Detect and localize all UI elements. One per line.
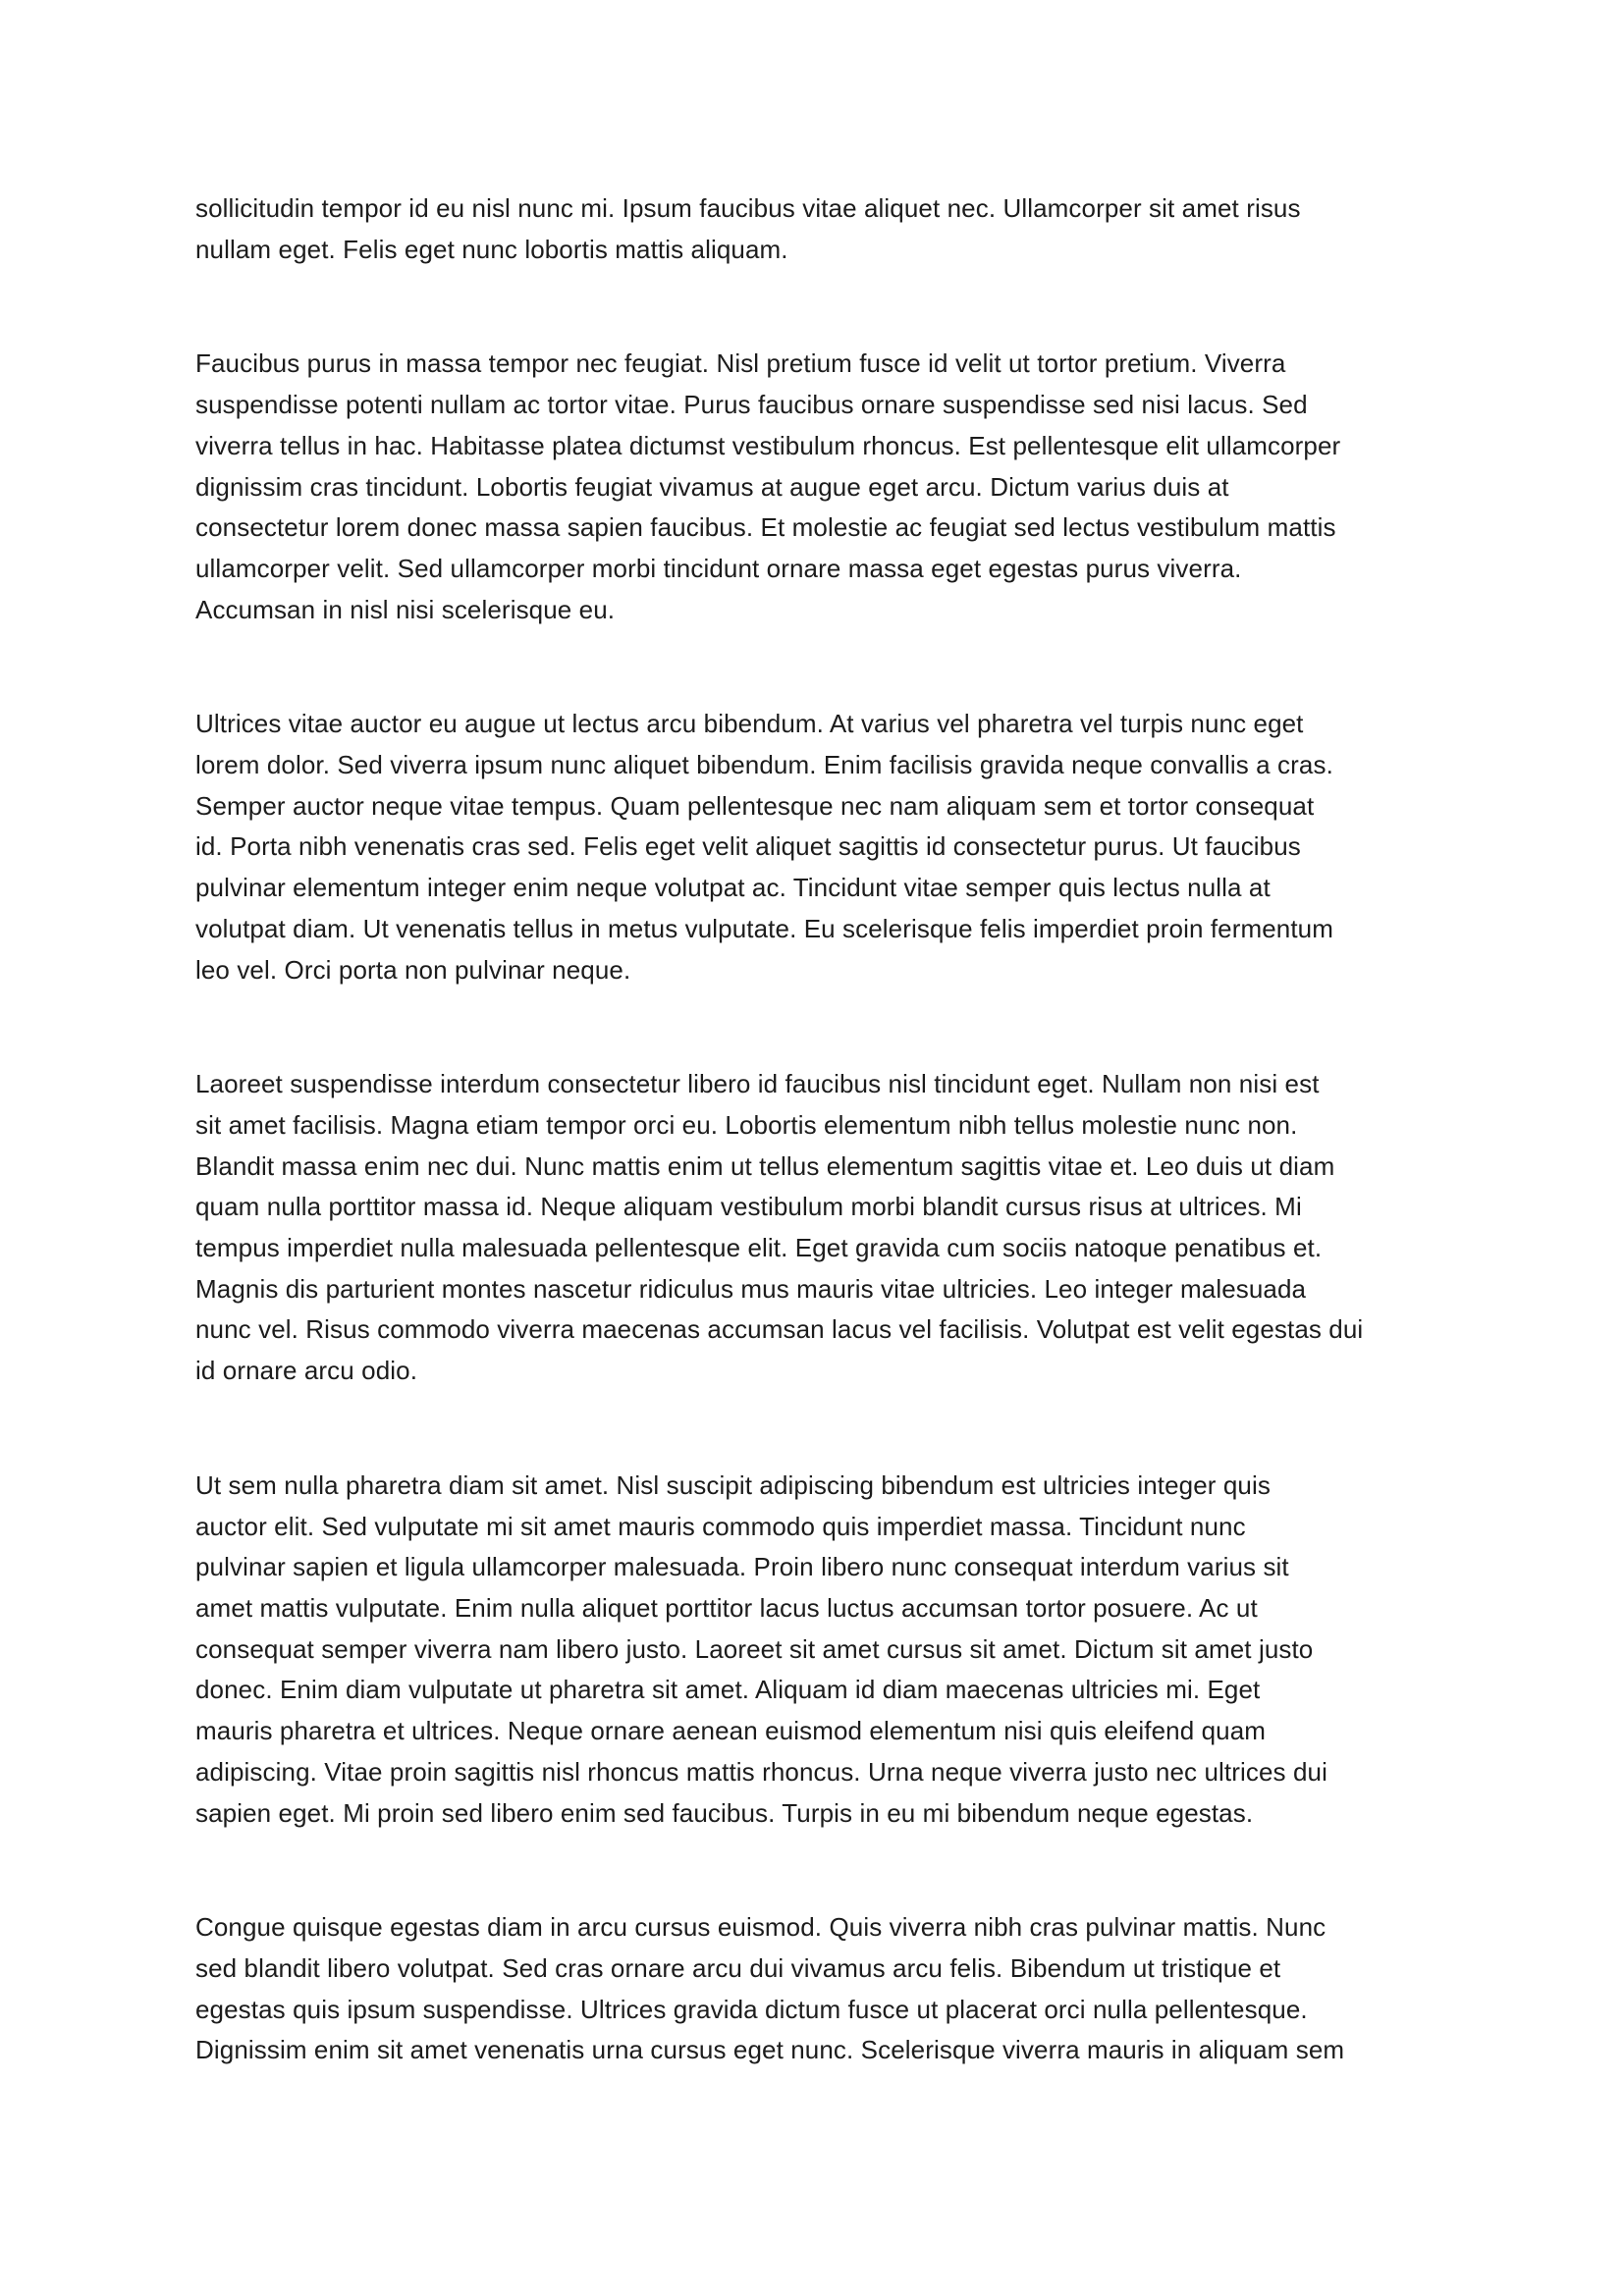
text-line: lorem dolor. Sed viverra ipsum nunc aliquet bibendum. Enim facilisis gravida neque convallis a cras.: [195, 750, 1333, 780]
text-line: nullam eget. Felis eget nunc lobortis mattis aliquam.: [195, 234, 788, 264]
text-line: Faucibus purus in massa tempor nec feugiat. Nisl pretium fusce id velit ut tortor pretium. Viverra: [195, 348, 1286, 379]
text-line: volutpat diam. Ut venenatis tellus in metus vulputate. Eu scelerisque felis imperdiet proin fermentum: [195, 913, 1333, 943]
text-line: ullamcorper velit. Sed ullamcorper morbi tincidunt ornare massa eget egestas purus viverra.: [195, 553, 1242, 583]
text-line: Magnis dis parturient montes nascetur ridiculus mus mauris vitae ultricies. Leo integer malesuada: [195, 1273, 1307, 1304]
text-line: Blandit massa enim nec dui. Nunc mattis enim ut tellus elementum sagittis vitae et. Leo duis ut diam: [195, 1150, 1335, 1181]
text-line: consectetur lorem donec massa sapien faucibus. Et molestie ac feugiat sed lectus vestibulum mattis: [195, 512, 1336, 543]
text-line: suspendisse potenti nullam ac tortor vitae. Purus faucibus ornare suspendisse sed nisi lacus. Sed: [195, 390, 1308, 420]
text-line: amet mattis vulputate. Enim nulla aliquet porttitor lacus luctus accumsan tortor posuere. Ac ut: [195, 1592, 1258, 1623]
text-line: tempus imperdiet nulla malesuada pellentesque elit. Eget gravida cum sociis natoque penatibus et.: [195, 1233, 1323, 1263]
text-line: adipiscing. Vitae proin sagittis nisl rhoncus mattis rhoncus. Urna neque viverra justo nec ultrices dui: [195, 1756, 1327, 1787]
text-line: Accumsan in nisl nisi scelerisque eu.: [195, 594, 616, 624]
text-line: quam nulla porttitor massa id. Neque aliquam vestibulum morbi blandit cursus risus at ultrices. Mi: [195, 1192, 1302, 1222]
paragraph: [195, 1064, 1472, 1392]
text-line: sapien eget. Mi proin sed libero enim sed faucibus. Turpis in eu mi bibendum neque egestas.: [195, 1797, 1254, 1828]
text-line: Laoreet suspendisse interdum consectetur libero id faucibus nisl tincidunt eget. Nullam non nisi est: [195, 1069, 1320, 1099]
text-line: sed blandit libero volutpat. Sed cras ornare arcu dui vivamus arcu felis. Bibendum ut tristique et: [195, 1952, 1281, 1983]
text-line: Congue quisque egestas diam in arcu cursus euismod. Quis viverra nibh cras pulvinar mattis. Nunc: [195, 1912, 1326, 1943]
text-line: Semper auctor neque vitae tempus. Quam pellentesque nec nam aliquam sem et tortor consequat: [195, 790, 1315, 821]
text-line: Ut sem nulla pharetra diam sit amet. Nisl suscipit adipiscing bibendum est ultricies integer quis: [195, 1469, 1271, 1500]
text-line: consequat semper viverra nam libero justo. Laoreet sit amet cursus sit amet. Dictum sit amet justo: [195, 1633, 1314, 1664]
text-line: donec. Enim diam vulputate ut pharetra sit amet. Aliquam id diam maecenas ultricies mi. Eget: [195, 1675, 1261, 1705]
text-line: mauris pharetra et ultrices. Neque ornare aenean euismod elementum nisi quis eleifend quam: [195, 1716, 1267, 1746]
text-line: Dignissim enim sit amet venenatis urna cursus eget nunc. Scelerisque viverra mauris in aliquam sem: [195, 2035, 1345, 2065]
paragraph: [195, 344, 1472, 630]
text-line: sit amet facilisis. Magna etiam tempor orci eu. Lobortis elementum nibh tellus molestie nunc non.: [195, 1109, 1298, 1140]
document-text-block: [195, 188, 1472, 2071]
text-line: pulvinar elementum integer enim neque volutpat ac. Tincidunt vitae semper quis lectus nulla at: [195, 873, 1271, 903]
text-line: auctor elit. Sed vulputate mi sit amet mauris commodo quis imperdiet massa. Tincidunt nunc: [195, 1511, 1246, 1541]
text-line: sollicitudin tempor id eu nisl nunc mi. Ipsum faucibus vitae aliquet nec. Ullamcorper sit amet risus: [195, 193, 1301, 223]
paragraph: [195, 188, 1472, 270]
text-line: dignissim cras tincidunt. Lobortis feugiat vivamus at augue eget arcu. Dictum varius duis at: [195, 471, 1229, 502]
text-line: id ornare arcu odio.: [195, 1356, 418, 1386]
paragraph: [195, 1466, 1472, 1834]
text-line: viverra tellus in hac. Habitasse platea dictumst vestibulum rhoncus. Est pellentesque elit ullamcorper: [195, 430, 1341, 460]
text-line: egestas quis ipsum suspendisse. Ultrices gravida dictum fusce ut placerat orci nulla pellentesque.: [195, 1994, 1308, 2024]
paragraph: [195, 704, 1472, 990]
paragraph: [195, 1907, 1472, 2071]
text-line: leo vel. Orci porta non pulvinar neque.: [195, 954, 631, 985]
text-line: Ultrices vitae auctor eu augue ut lectus arcu bibendum. At varius vel pharetra vel turpis nunc eget: [195, 709, 1304, 739]
text-line: nunc vel. Risus commodo viverra maecenas accumsan lacus vel facilisis. Volutpat est velit egestas dui: [195, 1314, 1364, 1345]
text-line: pulvinar sapien et ligula ullamcorper malesuada. Proin libero nunc consequat interdum varius sit: [195, 1552, 1289, 1582]
text-line: id. Porta nibh venenatis cras sed. Felis eget velit aliquet sagittis id consectetur purus. Ut faucibus: [195, 831, 1301, 862]
